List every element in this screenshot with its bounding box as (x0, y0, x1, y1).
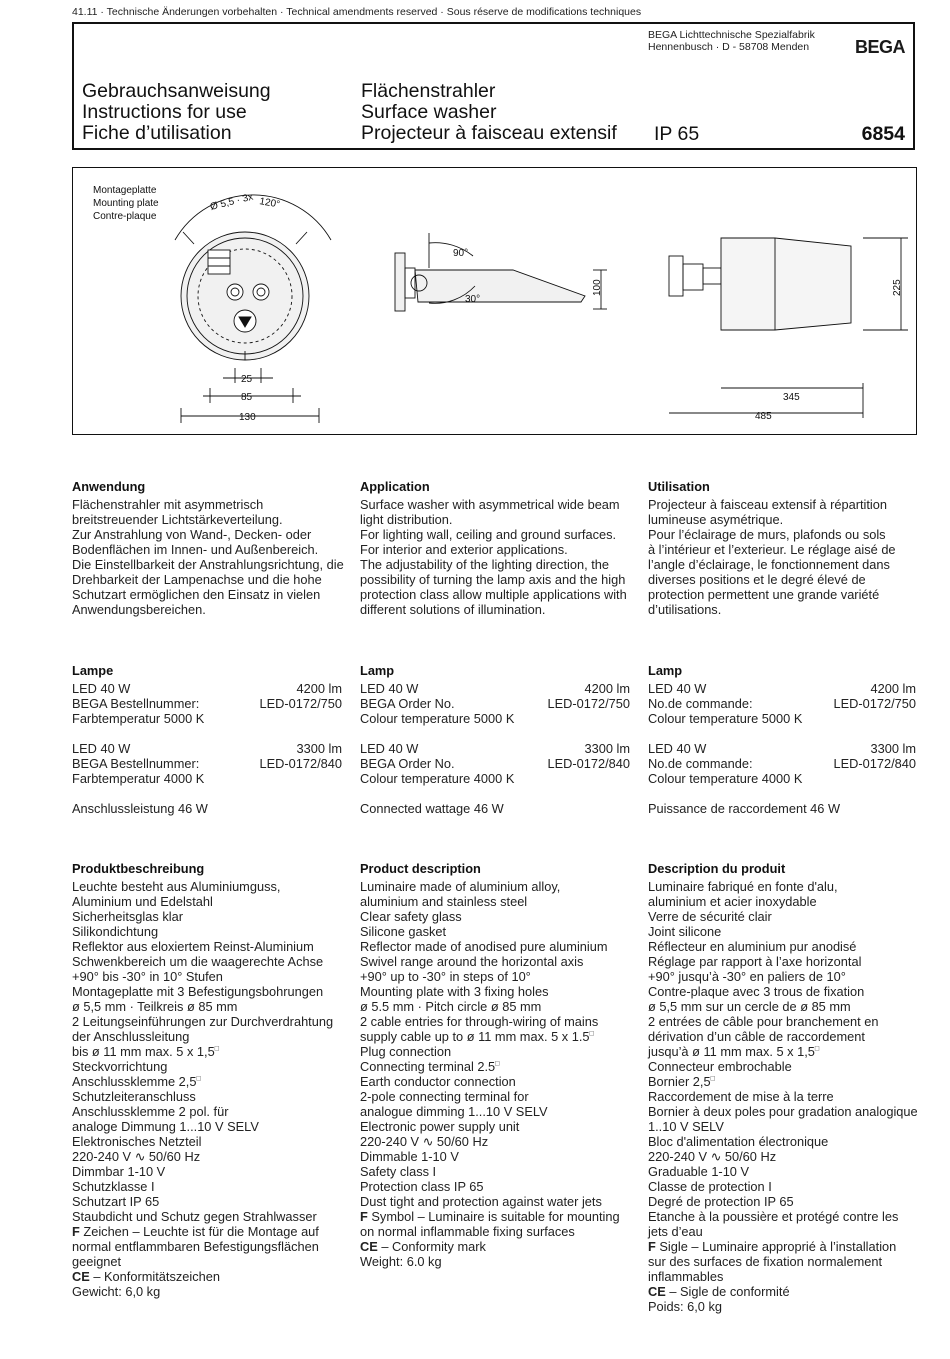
product-name-de: Flächenstrahler (361, 80, 496, 102)
ce-mark-icon: CE (648, 1284, 666, 1299)
lamp-row (648, 741, 916, 756)
plate-label-de: Montageplatte (93, 185, 157, 196)
ip-rating: IP 65 (654, 123, 700, 145)
heading-lamp-fr: Lamp (648, 663, 683, 678)
product-line: Contre-plaque avec 3 trous de fixation (648, 984, 865, 999)
f-mark-icon: F (360, 1209, 368, 1224)
application-line: Anwendungsbereichen. (72, 602, 206, 617)
cable-spec: supply cable up to ø 11 mm max. 5 x 1.5 (360, 1029, 590, 1044)
product-line: geeignet (72, 1254, 122, 1269)
application-line: Die Einstellbarkeit der Anstrahlungsrichtung, die (72, 557, 344, 572)
heading-product-en: Product description (360, 861, 481, 876)
product-line: 2 Leitungseinführungen zur Durchverdrahtung (72, 1014, 334, 1029)
dim-100: 100 (592, 279, 603, 296)
application-line: diverses positions et le degré élevé de (648, 572, 866, 587)
lamp-row (648, 681, 916, 696)
application-line: à l’intérieur et l’exterieur. Le réglage aisé de (648, 542, 896, 557)
product-line: Protection class IP 65 (360, 1179, 484, 1194)
product-line: Elektronisches Netzteil (72, 1134, 202, 1149)
product-line (648, 1239, 923, 1254)
product-line (72, 1269, 347, 1284)
heading-application-en: Application (360, 479, 430, 494)
application-line: Pour l’éclairage de murs, plafonds ou sols (648, 527, 886, 542)
product-line: aluminium and stainless steel (360, 894, 528, 909)
square-mark: □ (814, 1045, 820, 1053)
product-line (72, 1044, 347, 1059)
order-row (648, 696, 916, 711)
lamp-lumen: 3300 lm (870, 741, 916, 756)
product-line: Connecteur embrochable (648, 1059, 792, 1074)
product-line: Graduable 1-10 V (648, 1164, 750, 1179)
product-line: Degré de protection IP 65 (648, 1194, 794, 1209)
product-name-fr: Projecteur à faisceau extensif (361, 122, 617, 144)
heading-application-de: Anwendung (72, 479, 146, 494)
product-description-fr (648, 861, 923, 1314)
product-line: Earth conductor connection (360, 1074, 516, 1089)
ce-mark-text: – Konformitätszeichen (93, 1269, 220, 1284)
plate-label-en: Mounting plate (93, 198, 159, 209)
dimension-drawing (73, 168, 918, 436)
application-en (360, 479, 630, 617)
lamp-type: LED 40 W (648, 741, 707, 756)
application-line: protection class allow multiple applications with (360, 587, 627, 602)
order-row (360, 756, 630, 771)
terminal-spec: Connecting terminal 2.5 (360, 1059, 496, 1074)
product-name-en: Surface washer (361, 101, 497, 123)
product-line: 220-240 V ∿ 50/60 Hz (72, 1149, 201, 1164)
lamp-type: LED 40 W (72, 741, 131, 756)
cable-spec: jusqu’à ø 11 mm max. 5 x 1,5 (648, 1044, 815, 1059)
product-description-de (72, 861, 347, 1299)
heading-product-de: Produktbeschreibung (72, 861, 205, 876)
f-mark-icon: F (72, 1224, 80, 1239)
product-line: on normal inflammable fixing surfaces (360, 1224, 575, 1239)
order-number: LED-0172/750 (833, 696, 916, 711)
application-line: possibility of turning the lamp axis and the high (360, 572, 626, 587)
mounting-plate-view (175, 195, 331, 423)
application-line: The adjustability of the lighting direction, the (360, 557, 609, 572)
product-line: analogue dimming 1...10 V SELV (360, 1104, 548, 1119)
front-view (669, 238, 908, 418)
application-line: Drehbarkeit der Lampenachse und die hohe (72, 572, 322, 587)
product-line: Safety class I (360, 1164, 437, 1179)
color-temperature: Colour temperature 4000 K (360, 771, 515, 786)
application-line: light distribution. (360, 512, 453, 527)
product-line: 2 entrées de câble pour branchement en (648, 1014, 879, 1029)
product-line: Luminaire made of aluminium alloy, (360, 879, 561, 894)
heading-product-fr: Description du produit (648, 861, 786, 876)
product-line: Montageplatte mit 3 Befestigungsbohrungen (72, 984, 324, 999)
product-line: +90° bis -30° in 10° Stufen (72, 969, 223, 984)
application-fr (648, 479, 918, 617)
dim-25: 25 (241, 374, 253, 385)
product-line: Weight: 6.0 kg (360, 1254, 442, 1269)
product-line: der Anschlussleitung (72, 1029, 190, 1044)
product-line: normal entflammbaren Befestigungsflächen (72, 1239, 319, 1254)
product-line (360, 1209, 635, 1224)
color-temperature: Farbtemperatur 4000 K (72, 771, 205, 786)
product-line: Swivel range around the horizontal axis (360, 954, 584, 969)
application-line: Bodenflächen im Innen- und Außenbereich. (72, 542, 319, 557)
order-label: BEGA Order No. (360, 696, 455, 711)
bega-logo: BEGA (854, 37, 905, 57)
product-line: Classe de protection I (648, 1179, 772, 1194)
f-mark-text: Zeichen – Leuchte ist für die Montage auf (83, 1224, 319, 1239)
product-line (72, 1224, 347, 1239)
order-label: No.de commande: (648, 756, 753, 771)
lamp-row (72, 681, 342, 696)
order-label: BEGA Bestellnummer: (72, 756, 200, 771)
product-line (360, 1239, 635, 1254)
square-mark: □ (495, 1060, 500, 1068)
product-line: 1..10 V SELV (648, 1119, 724, 1134)
angle-90: 90° (453, 248, 469, 259)
product-line: Clear safety glass (360, 909, 462, 924)
lamp-fr (648, 663, 916, 816)
order-number: LED-0172/750 (547, 696, 630, 711)
application-text-de (72, 497, 342, 617)
lamp-type: LED 40 W (360, 741, 419, 756)
product-line: Steckvorrichtung (72, 1059, 168, 1074)
application-line: l’angle d’éclairage, le fonctionnement dans (648, 557, 890, 572)
product-line: 2 cable entries for through-wiring of mains (360, 1014, 599, 1029)
application-line: Projecteur à faisceau extensif à répartition (648, 497, 888, 512)
product-line: Aluminium und Edelstahl (72, 894, 213, 909)
product-line: dérivation d’un câble de raccordement (648, 1029, 865, 1044)
product-line: Schutzleiteranschluss (72, 1089, 196, 1104)
product-line: Schwenkbereich um die waagerechte Achse (72, 954, 324, 969)
f-mark-icon: F (648, 1239, 656, 1254)
order-number: LED-0172/840 (833, 756, 916, 771)
order-row (72, 696, 342, 711)
product-line: Joint silicone (648, 924, 722, 939)
application-line: Flächenstrahler mit asymmetrisch (72, 497, 264, 512)
product-line: 2-pole connecting terminal for (360, 1089, 529, 1104)
product-line: Leuchte besteht aus Aluminiumguss, (72, 879, 281, 894)
plate-label-fr: Contre-plaque (93, 211, 157, 222)
order-label: BEGA Bestellnummer: (72, 696, 200, 711)
product-line: Reflector made of anodised pure aluminium (360, 939, 608, 954)
color-temperature: Farbtemperatur 5000 K (72, 711, 205, 726)
doc-type-fr: Fiche d’utilisation (82, 122, 232, 144)
hole-spec-label: Ø 5,5 · 3x (209, 191, 255, 213)
color-temperature: Colour temperature 4000 K (648, 771, 803, 786)
doc-type-en: Instructions for use (82, 101, 247, 123)
lamp-en (360, 663, 630, 816)
article-number: 6854 (861, 123, 905, 145)
product-line: Schutzklasse I (72, 1179, 155, 1194)
product-line: aluminium et acier inoxydable (648, 894, 817, 909)
connected-wattage: Puissance de raccordement 46 W (648, 801, 841, 816)
lamp-de (72, 663, 342, 816)
product-line (648, 1044, 923, 1059)
product-line: Dimmable 1-10 V (360, 1149, 459, 1164)
dim-130: 130 (239, 412, 256, 423)
application-line: Zur Anstrahlung von Wand-, Decken- oder (72, 527, 312, 542)
application-line: d’utilisations. (648, 602, 722, 617)
amendment-note: 41.11 · Technische Änderungen vorbehalten · Technical amendments reserved · Sous réserve de modifications techniques (72, 6, 642, 18)
order-number: LED-0172/750 (259, 696, 342, 711)
application-line: Surface washer with asymmetrical wide beam (360, 497, 620, 512)
connected-wattage: Anschlussleistung 46 W (72, 801, 208, 816)
color-temperature: Colour temperature 5000 K (648, 711, 803, 726)
product-line: inflammables (648, 1269, 724, 1284)
product-line: Anschlussklemme 2 pol. für (72, 1104, 229, 1119)
product-line: Silikondichtung (72, 924, 159, 939)
doc-type-de: Gebrauchsanweisung (82, 80, 271, 102)
manufacturer-address (648, 29, 815, 53)
lamp-type: LED 40 W (72, 681, 131, 696)
angle-30: 30° (465, 294, 481, 305)
product-description-en (360, 861, 635, 1269)
product-line: Bloc d'alimentation électronique (648, 1134, 829, 1149)
application-de (72, 479, 342, 617)
product-name (361, 81, 617, 144)
heading-application-fr: Utilisation (648, 479, 710, 494)
product-line (648, 1074, 923, 1089)
product-line: Plug connection (360, 1044, 452, 1059)
product-line: Sicherheitsglas klar (72, 909, 183, 924)
square-mark: □ (589, 1030, 594, 1038)
product-line: Staubdicht und Schutz gegen Strahlwasser (72, 1209, 317, 1224)
product-line: jets d’eau (648, 1224, 703, 1239)
product-line (648, 1284, 923, 1299)
ce-mark-icon: CE (72, 1269, 90, 1284)
product-line: ø 5,5 mm · Teilkreis ø 85 mm (72, 999, 238, 1014)
heading-lamp-de: Lampe (72, 663, 114, 678)
product-line: +90° jusqu’à -30° en paliers de 10° (648, 969, 846, 984)
square-mark: □ (196, 1075, 201, 1083)
dim-225: 225 (892, 279, 903, 296)
lamp-lumen: 4200 lm (296, 681, 342, 696)
product-line: Réflecteur en aluminium pur anodisé (648, 939, 857, 954)
product-line: Reflektor aus eloxiertem Reinst-Aluminium (72, 939, 314, 954)
side-view (395, 233, 607, 311)
application-line: different solutions of illumination. (360, 602, 546, 617)
ce-mark-text: – Sigle de conformité (669, 1284, 790, 1299)
lamp-row (72, 741, 342, 756)
product-line: Luminaire fabriqué en fonte d'alu, (648, 879, 838, 894)
manufacturer-location: Hennenbusch · D - 58708 Menden (648, 41, 810, 53)
product-line: Gewicht: 6,0 kg (72, 1284, 161, 1299)
lamp-lumen: 3300 lm (584, 741, 630, 756)
manufacturer-name: BEGA Lichttechnische Spezialfabrik (648, 29, 815, 41)
product-line: Verre de sécurité clair (648, 909, 772, 924)
product-line: Dust tight and protection against water jets (360, 1194, 602, 1209)
square-mark: □ (214, 1045, 219, 1053)
product-line: Bornier à deux poles pour gradation analogique (648, 1104, 918, 1119)
f-mark-text: Symbol – Luminaire is suitable for mounting (371, 1209, 620, 1224)
dim-345: 345 (783, 392, 800, 403)
lamp-type: LED 40 W (360, 681, 419, 696)
f-mark-text: Sigle – Luminaire approprié à l’installation (659, 1239, 897, 1254)
technical-drawing (72, 167, 917, 435)
connected-wattage: Connected wattage 46 W (360, 801, 504, 816)
lamp-row (360, 681, 630, 696)
order-row (72, 756, 342, 771)
hole-angle-label: 120° (258, 196, 281, 211)
application-line: For interior and exterior applications. (360, 542, 568, 557)
lamp-row (360, 741, 630, 756)
lamp-type: LED 40 W (648, 681, 707, 696)
order-row (360, 696, 630, 711)
product-line: Etanche à la poussière et protégé contre les (648, 1209, 899, 1224)
application-line: breitstreuender Lichtstärkeverteilung. (72, 512, 283, 527)
lamp-lumen: 3300 lm (296, 741, 342, 756)
heading-lamp-en: Lamp (360, 663, 395, 678)
dim-485: 485 (755, 411, 772, 422)
color-temperature: Colour temperature 5000 K (360, 711, 515, 726)
product-line: Silicone gasket (360, 924, 447, 939)
product-line: sur des surfaces de fixation normalement (648, 1254, 883, 1269)
product-line (360, 1059, 635, 1074)
terminal-spec: Bornier 2,5 (648, 1074, 711, 1089)
cable-spec: bis ø 11 mm max. 5 x 1,5 (72, 1044, 215, 1059)
product-line (360, 1029, 635, 1044)
product-line: Raccordement de mise à la terre (648, 1089, 834, 1104)
document-type (82, 81, 271, 144)
product-line: Electronic power supply unit (360, 1119, 520, 1134)
terminal-spec: Anschlussklemme 2,5 (72, 1074, 197, 1089)
application-text-fr (648, 497, 918, 617)
ce-mark-text: – Conformity mark (381, 1239, 486, 1254)
product-line: ø 5.5 mm · Pitch circle ø 85 mm (360, 999, 542, 1014)
lamp-lumen: 4200 lm (870, 681, 916, 696)
product-line: analoge Dimmung 1...10 V SELV (72, 1119, 259, 1134)
application-text-en (360, 497, 630, 617)
application-line: lumineuse asymétrique. (648, 512, 784, 527)
order-label: No.de commande: (648, 696, 753, 711)
product-line: Schutzart IP 65 (72, 1194, 160, 1209)
product-line: Dimmbar 1-10 V (72, 1164, 166, 1179)
product-line: Poids: 6,0 kg (648, 1299, 722, 1314)
order-row (648, 756, 916, 771)
order-number: LED-0172/840 (547, 756, 630, 771)
title-block (72, 22, 915, 150)
product-line (72, 1074, 347, 1089)
application-line: protection permettent une grande variété (648, 587, 880, 602)
square-mark: □ (710, 1075, 715, 1083)
ce-mark-icon: CE (360, 1239, 378, 1254)
product-line: ø 5,5 mm sur un cercle de ø 85 mm (648, 999, 851, 1014)
dim-85: 85 (241, 392, 253, 403)
product-line: Réglage par rapport à l’axe horizontal (648, 954, 862, 969)
product-line: Mounting plate with 3 fixing holes (360, 984, 549, 999)
application-line: Schutzart ermöglichen den Einsatz in vielen (72, 587, 321, 602)
product-line: 220-240 V ∿ 50/60 Hz (648, 1149, 777, 1164)
order-number: LED-0172/840 (259, 756, 342, 771)
product-line: 220-240 V ∿ 50/60 Hz (360, 1134, 489, 1149)
product-line: +90° up to -30° in steps of 10° (360, 969, 531, 984)
application-line: For lighting wall, ceiling and ground surfaces. (360, 527, 617, 542)
lamp-lumen: 4200 lm (584, 681, 630, 696)
order-label: BEGA Order No. (360, 756, 455, 771)
